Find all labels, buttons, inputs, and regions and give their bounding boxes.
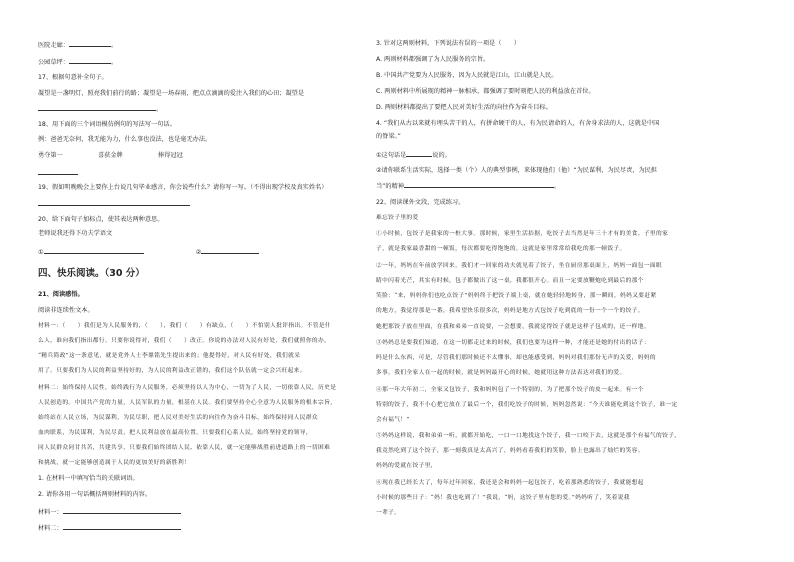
q4-sub1: ①这句话是 说的。 xyxy=(376,152,451,159)
section-4-heading: 四、快乐阅读。（30 分） xyxy=(38,268,145,279)
passage-line: 我竟然吃到了这个饺子，那一刻我真是太高兴了，妈妈看着我们的笑脸，脸上也露出了灿烂的笑容。 xyxy=(376,448,644,454)
material-2-answer: 材料二： xyxy=(38,523,181,533)
option-a[interactable]: A. 两则材料都强调了为人民服务的宗旨。 xyxy=(376,56,490,63)
material-2-line: 材料二：始终保持人民性，始终践行为人民服务，必须坚持以人为中心，一切为了人民，一切依靠人民，历史是 xyxy=(38,385,337,391)
answer-blank[interactable] xyxy=(38,199,190,206)
passage-line: 笑脸：“来，妈妈你们也吃点饺子”妈妈终于把饺子端上桌，就在她轻轻地转身，那一瞬间，妈妈又要赶紧 xyxy=(376,293,657,299)
q19-text: 19、假如明晚晚会上要你上台说几句毕业感言，你会说些什么？请你写一写。（不得出现学校及真实姓名） xyxy=(38,184,328,191)
q16-park-line: 公园草坪： 。 xyxy=(38,59,118,66)
q3-title: 3. 针对这两则材料，下列说法有误的一项是（ ） xyxy=(376,40,520,47)
passage-line: ⑥现在我已经长大了，每年过年回家，我还是会和妈妈一起包饺子，吃着那熟悉的饺子，我就能想起 xyxy=(376,480,644,486)
answer-blank[interactable] xyxy=(69,40,111,47)
passage-line: 吗是什么东西，可是，尽管我们那时候还不太懂事，却也能感受到，妈妈对我们那份无声的关爱，妈妈的 xyxy=(376,355,657,361)
q18-words: 勇夺第一 喜获金牌 捧得冠冠 xyxy=(38,152,183,159)
q4-quote: 4. “我们从古以来就有埋头苦干的人，有拼命硬干的人，有为民请命的人，有舍身求法的人，这就是中国 xyxy=(376,120,660,127)
q20-sentence: 老师说我还得下功夫学语文 xyxy=(38,230,113,237)
q16-hospital-line: 医院走廊： 。 xyxy=(38,42,118,49)
passage-title: 难忘饺子里的爱 xyxy=(376,215,419,221)
passage-line: 的地方，我觉得那是一番，我希望快乐很多次，妈妈是地方式包饺子吃到底的一份一个一个的饺子。 xyxy=(376,308,644,314)
passage-line: 妈妈的爱就在饺子里， xyxy=(376,463,437,469)
material-2-line: 始终站在人民立场，为民谋利，为民尽职，把人民对美好生活的向往作为奋斗目标，始终保持同人民群众 xyxy=(38,415,319,421)
q17-answer-line: 。 xyxy=(38,104,162,114)
passage-line: 一辈子。 xyxy=(376,510,401,516)
q4-sub2: ②请你联系生活实际，选择一类（个）人的典型事例，来体现他们（他）“为民谋利，为民尽责，为民担 xyxy=(376,167,657,174)
passage-line: 她把那饺子放在里面，在我和弟弟一直说要，一会想要，我就觉得饺子就是这样子包成的，还一样地。 xyxy=(376,324,650,330)
material-2-line: 和挑战，就一定能够创造属于人民的更加美好的新胜利！ xyxy=(38,460,191,466)
passage-line: ④那一年大年初二，全家又包饺子，我和妈妈包了一个特别的，为了把那个饺子的皮一起来。有一个 xyxy=(376,387,644,393)
q4-quote-end: 的脊梁。” xyxy=(376,133,401,140)
passage-line: ②一年，妈妈在年前放学回来，我们才一回家的功夫就见着了饺子，坐在厨房那桌面上，妈妈一面包一面眼 xyxy=(376,263,663,269)
passage-line: ③妈妈总是要我们知道，在这一切都走过来的时候，我们也要为这样一种，才能还是她的付出的话子： xyxy=(376,340,650,346)
answer-blank[interactable] xyxy=(404,181,554,188)
q17-text: 凝望是一盏明灯，照亮我们前行的路；凝望是一场春雨，把点点滴滴的爱注入我们的心田；凝望是 xyxy=(38,90,305,97)
q20-title: 20、给下面句子加标点，使其表达两种意思。 xyxy=(38,216,164,223)
q22-title: 22、阅读课外文段，完成练习。 xyxy=(376,199,465,206)
passage-line: 多事，我们全家人在一起的时候，就是妈妈最开心的时候，她就用这种方法表达对我们的爱。 xyxy=(376,370,626,376)
material-1-line: 用了。只要我们为人民的利益坚持好的，为人民的利益改正错的，我们这个队伍就一定会兴旺起来。 xyxy=(38,368,306,374)
answer-blank[interactable] xyxy=(44,247,144,254)
passage-line: 会有福气！” xyxy=(376,417,410,423)
option-b[interactable]: B. 中国共产党要为人民服务，因为人民就是江山，江山就是人民。 xyxy=(376,72,558,79)
q18-title: 18、用下面的三个词语模仿例句的写法写一句话。 xyxy=(38,121,176,128)
material-1-answer: 材料一： xyxy=(38,507,181,517)
material-1-line: 么人，谁向我们指出都行。只要你说得对，我们（ ）改正。你说的办法对人民有好处，我们就照你的办。 xyxy=(38,338,331,344)
q21-sub2: 2. 请你各用一句话概括两则材料的内容。 xyxy=(38,491,152,498)
passage-line: 小时候的那些日子：“妈！我也吃到了！”我说，“妈，这饺子里有您的爱。”妈妈听了，笑着说我 xyxy=(376,495,630,501)
passage-line: 特别的饺子，我不小心把它放在了最后一个，我们吃饺子的时候，妈妈忽然说：“今天谁能吃到这个饺子，谁一定 xyxy=(376,402,678,408)
q18-answer-line xyxy=(38,168,78,178)
q19-answer-line xyxy=(38,199,190,209)
passage-line: 睛中闪着光芒，其实有时候，包子都做出了这一桌，我都很开心。而且一定要放鞭炮吃到最后的那个 xyxy=(376,278,644,284)
material-2-line: 人民创造的。中国共产党的力量，人民军队的力量，根基在人民。我们要坚持全心全意为人民服务的根本宗旨， xyxy=(38,400,337,406)
answer-blank[interactable] xyxy=(201,247,259,254)
answer-blank[interactable] xyxy=(69,57,111,64)
passage-line: 子，就是我家最香甜的一顿饭，每次都要吃得饱饱的，这就是家里常常给我吃的那一顿饭子。 xyxy=(376,246,626,252)
answer-blank[interactable] xyxy=(38,104,156,111)
q20-answers: ① ② xyxy=(38,247,259,257)
answer-blank[interactable] xyxy=(38,168,78,175)
q4-sub2-cont: 当”的精神 。 xyxy=(376,183,561,190)
material-2-line: 同人民群众同甘共苦，共建共享，只要我们始终团结人民、依靠人民，就一定能够战胜前进道路上的一切困难 xyxy=(38,445,331,451)
q17-title: 17、根据句意补全句子。 xyxy=(38,74,108,81)
q21-title: 21、阅读感悟。 xyxy=(38,291,84,298)
q21-sub1: 1. 在材料一中填写恰当的关联词语。 xyxy=(38,475,139,482)
option-c[interactable]: C. 两则材料中所展现的精神一脉相承，都强调了要时刻把人民的利益放在首位。 xyxy=(376,88,595,95)
option-d[interactable]: D. 两则材料都提出了要把人民对美好生活的向往作为奋斗目标。 xyxy=(376,104,552,111)
answer-blank[interactable] xyxy=(63,507,181,514)
answer-blank[interactable] xyxy=(406,150,432,157)
passage-line: ⑤妈妈这样说，我和弟弟一听，就都开始吃，一口一口地找这个饺子，我一口咬下去，这就是那个有福气的饺子， xyxy=(376,433,681,439)
material-1-line: 材料一：（ ）我们是为人民服务的，（ ），我们（ ）有缺点，（ ）不怕别人批评指出。不管是什 xyxy=(38,323,331,329)
answer-blank[interactable] xyxy=(63,523,181,530)
q21-intro: 阅读非连续性文本。 xyxy=(38,307,94,314)
material-1-line: “精兵简政”这一条意见，就是党外人士李鼎铭先生提出来的；他提得好，对人民有好处，我们就采 xyxy=(38,353,301,359)
material-2-line: 血肉联系，为民谋利，为民尽责，把人民利益放在最高位置。只要我们心系人民，始终坚持党的领导， xyxy=(38,430,312,436)
q18-example: 例：爸爸无奈何，我无能为力，什么事也没法，也是毫无办法。 xyxy=(38,136,212,143)
passage-line: ①小时候，包饺子是我家的一桩大事。那时候，家里生活拮据，吃饺子去当然是年三十才有的美食。子里的家 xyxy=(376,231,669,237)
